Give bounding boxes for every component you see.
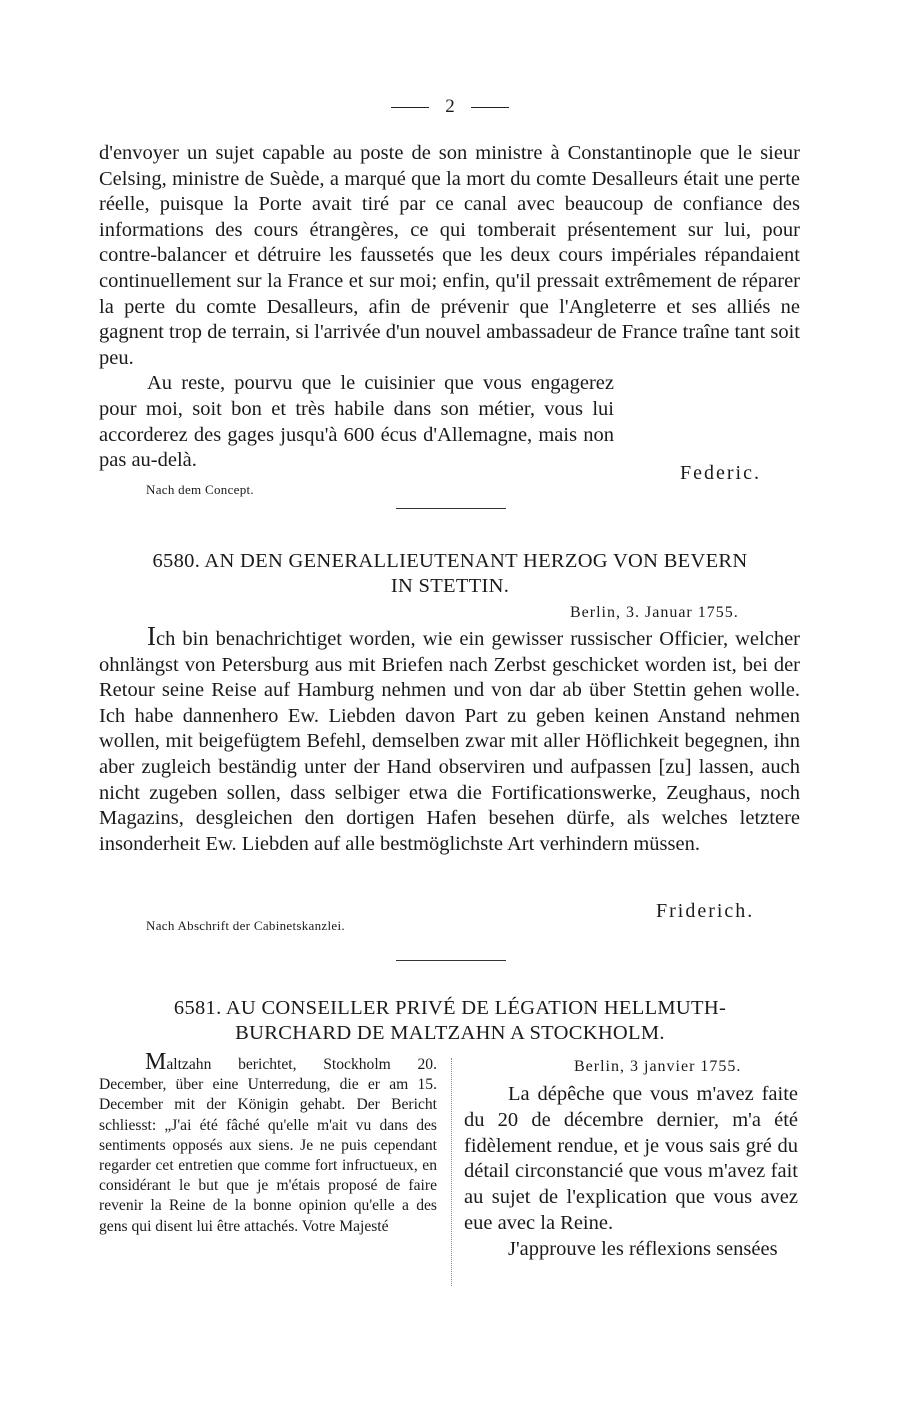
letter-6580-signature: Friderich. — [656, 900, 755, 922]
intro-source-note: Nach dem Concept. — [146, 482, 254, 497]
letter-6580-initial: I — [147, 621, 156, 651]
letter-6581-heading-line2: BURCHARD DE MALTZAHN A STOCKHOLM. — [235, 1022, 665, 1044]
letter-6580-heading-line1: 6580. AN DEN GENERALLIEUTENANT HERZOG VON BEVERN — [152, 550, 748, 572]
header-dash-right — [471, 107, 509, 108]
letter-6580-heading — [90, 549, 810, 599]
letter-6581-summary-text: altzahn berichtet, Stockholm 20. December, über eine Unterredung, die er am 15. December mit der Königin gehabt. Der Bericht schliesst: „J'ai été fâché qu'elle m'ait vu dans des sentiments opposés aux siens. Je ne puis cependant regarder cet entretien que comme fort infructueux, en considérant le but que je m'étais proposé de faire revenir la Reine de la bonne opinion qu'elle a des gens qui disent lui être attachés. Votre Majesté — [99, 1056, 437, 1235]
letter-6580-text: ch bin benachrichtiget worden, wie ein gewisser russischer Officier, welcher ohnlängst von Petersburg aus mit Briefen nach Zerbst geschicket worden ist, bei der Retour seine Reise auf Hamburg nehmen und von dar ab über Stettin gehen wolle. Ich habe dannenhero Ew. Liebden davon Part zu geben keinen Anstand nehmen wollen, mit beigefügtem Befehl, demselben zwar mit aller Höflichkeit begegnen, ihn aber zugleich beständig unter der Hand observiren und aufpassen [zu] lassen, auch nicht zugeben sollen, dass selbiger etwa die Fortificationswerke, Zeughaus, noch Magazins, desgleichen den dortigen Hafen besehen dürfe, als welches letztere insonderheit Ew. Liebden auf alle bestmöglichste Art verhindern müssen. — [99, 628, 800, 855]
header-dash-left — [391, 107, 429, 108]
section-divider-1 — [396, 508, 506, 509]
column-divider — [451, 1058, 452, 1286]
letter-6580-paragraph — [99, 621, 800, 857]
letter-6581-paragraph-1: La dépêche que vous m'avez faite du 20 de décembre dernier, m'a été fidèlement rendue, et je vous sais gré du détail circonstancié que vous m'avez fait au sujet de l'explication que vous avez eue avec la Reine. — [464, 1083, 798, 1234]
letter-6581-paragraph-2: J'approuve les réflexions sensées — [508, 1237, 778, 1260]
letter-6581-heading — [90, 996, 810, 1046]
letter-6580-body — [99, 621, 800, 857]
letter-6581-summary-initial: M — [145, 1049, 167, 1075]
letter-6581-dateline: Berlin, 3 janvier 1755. — [574, 1058, 742, 1075]
letter-6580-heading-line2: IN STETTIN. — [390, 575, 510, 597]
letter-6581-summary — [99, 1049, 437, 1237]
section-divider-2 — [396, 960, 506, 961]
letter-6581-heading-line1: 6581. AU CONSEILLER PRIVÉ DE LÉGATION HELLMUTH- — [173, 997, 727, 1019]
intro-signature: Federic. — [680, 462, 761, 484]
intro-paragraph-1: d'envoyer un sujet capable au poste de son ministre à Constantinople que le sieur Celsing, ministre de Suède, a marqué que la mort du comte Desalleurs était une perte réelle, puisque la Porte avait tiré par ce canal avec beaucoup de confiance des informations des cours étrangères, ce qui tomberait présentement sur lui, pour contre-balancer et détruire les faussetés que les deux cours impériales répandaient continuellement sur la France et sur moi; enfin, qu'il pressait extrêmement de réparer la perte du comte Desalleurs, afin de prévenir que l'Angleterre et ses alliés ne gagnent trop de terrain, si l'arrivée d'un nouvel ambassadeur de France traîne tant soit peu. — [99, 142, 800, 369]
page-header — [0, 96, 900, 118]
intro-text — [99, 141, 800, 474]
page-number: 2 — [445, 96, 455, 117]
letter-6581-text-column — [464, 1082, 798, 1263]
letter-6580-dateline: Berlin, 3. Januar 1755. — [570, 604, 739, 621]
letter-6580-source-note: Nach Abschrift der Cabinetskanzlei. — [146, 918, 345, 933]
intro-paragraph-2: Au reste, pourvu que le cuisinier que vous engagerez pour moi, soit bon et très habile dans son métier, vous lui accorderez des gages jusqu'à 600 écus d'Allemagne, mais non pas au-delà. — [99, 372, 614, 472]
letter-6581-summary-column — [99, 1049, 437, 1237]
